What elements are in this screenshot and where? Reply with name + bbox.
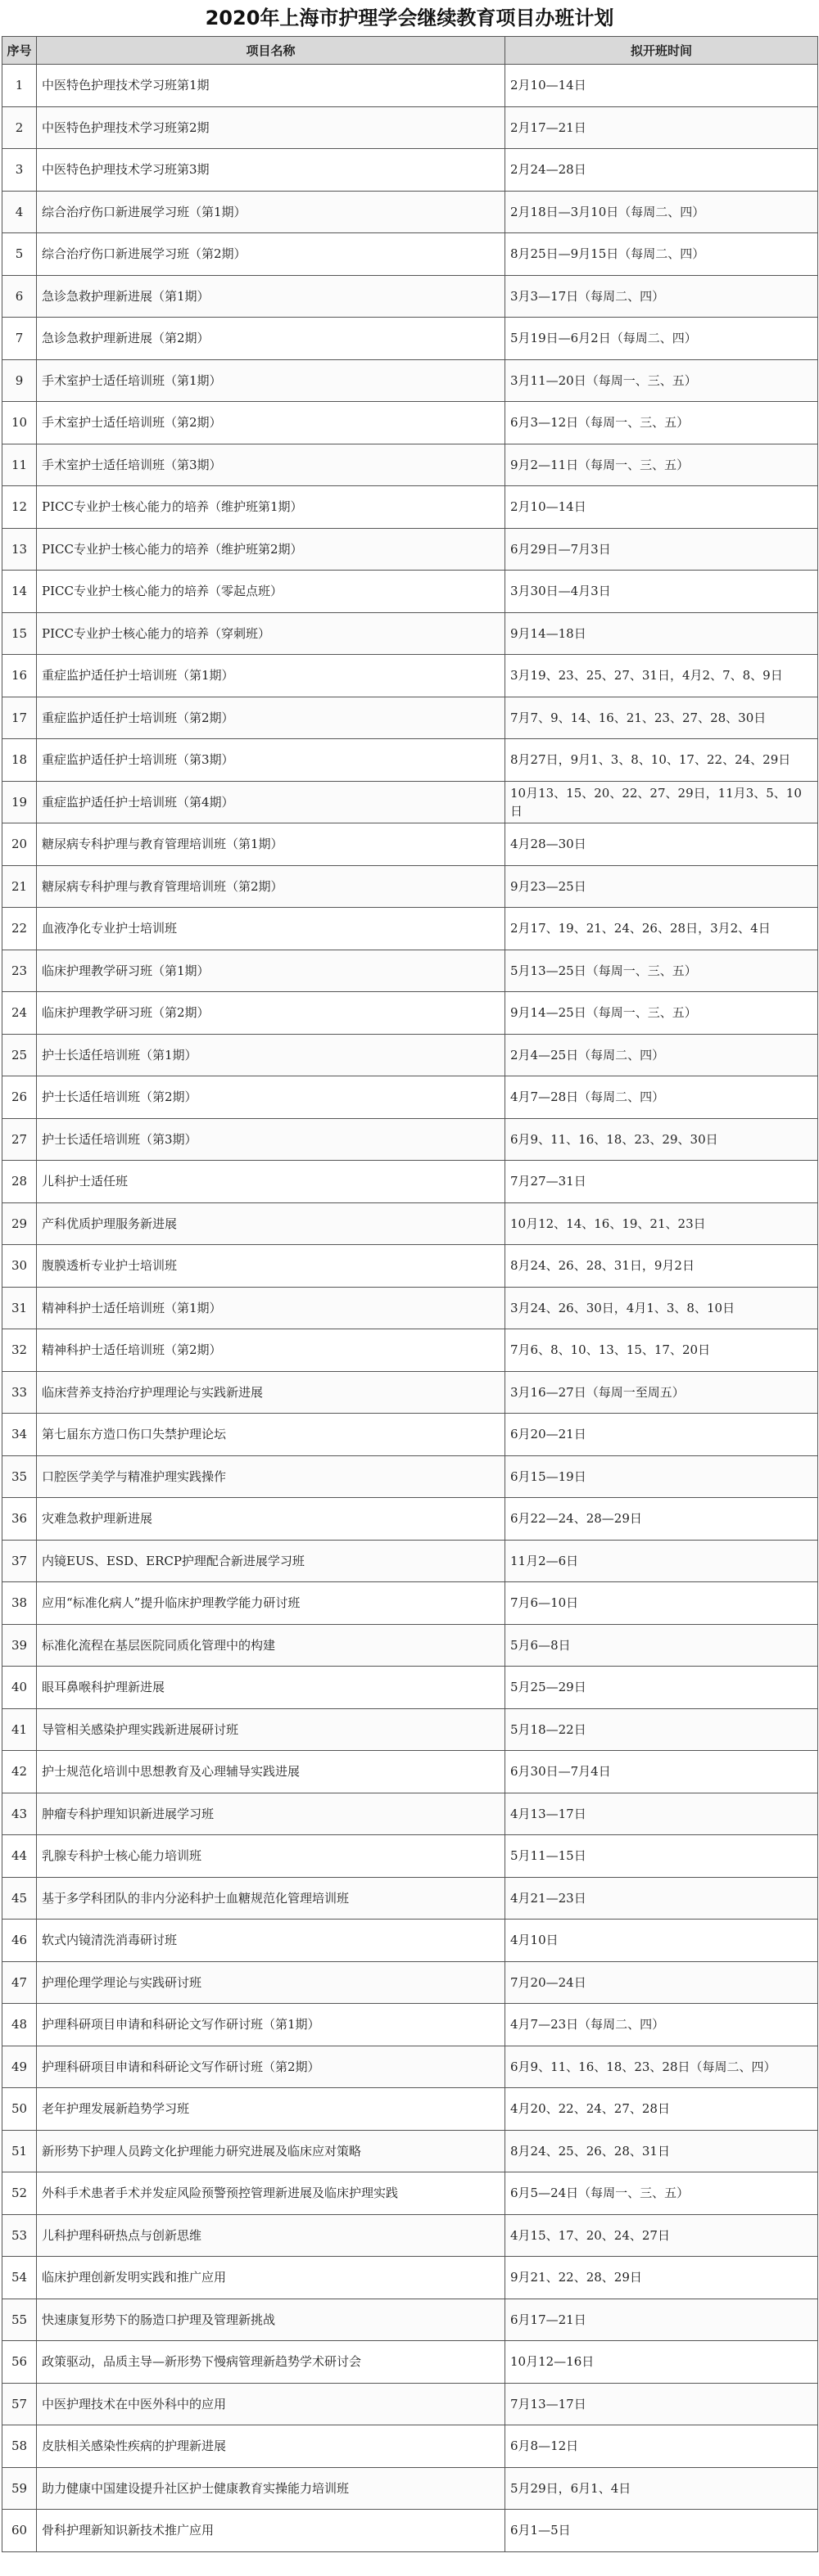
table-row [2, 149, 818, 192]
table-row [2, 1414, 818, 1456]
row-project-name: 急诊急救护理新进展（第2期） [37, 318, 505, 360]
row-number: 17 [2, 697, 37, 739]
row-number: 44 [2, 1835, 37, 1878]
row-start-time: 2月24—28日 [505, 149, 818, 192]
row-start-time: 5月19日—6月2日（每周二、四） [505, 318, 818, 360]
row-number: 38 [2, 1582, 37, 1625]
row-start-time: 10月13、15、20、22、27、29日，11月3、5、10日 [505, 781, 818, 823]
row-start-time: 7月27—31日 [505, 1161, 818, 1203]
row-start-time: 2月17—21日 [505, 106, 818, 149]
row-start-time: 5月25—29日 [505, 1667, 818, 1709]
table-row [2, 1624, 818, 1667]
row-number: 49 [2, 2046, 37, 2088]
header-time: 拟开班时间 [505, 37, 818, 65]
row-start-time: 6月30日—7月4日 [505, 1751, 818, 1793]
row-project-name: 护理科研项目申请和科研论文写作研讨班（第2期） [37, 2046, 505, 2088]
row-number: 26 [2, 1076, 37, 1119]
row-number: 19 [2, 781, 37, 823]
row-project-name: 快速康复形势下的肠造口护理及管理新挑战 [37, 2299, 505, 2341]
row-number: 60 [2, 2510, 37, 2552]
row-project-name: 急诊急救护理新进展（第1期） [37, 275, 505, 318]
table-row [2, 2257, 818, 2299]
row-number: 3 [2, 149, 37, 192]
row-number: 57 [2, 2383, 37, 2425]
table-row [2, 2046, 818, 2088]
row-project-name: 血液净化专业护士培训班 [37, 908, 505, 950]
row-start-time: 4月28—30日 [505, 823, 818, 866]
row-project-name: 糖尿病专科护理与教育管理培训班（第1期） [37, 823, 505, 866]
table-row [2, 528, 818, 571]
row-start-time: 3月24、26、30日，4月1、3、8、10日 [505, 1287, 818, 1329]
table-row [2, 950, 818, 992]
row-number: 35 [2, 1455, 37, 1498]
table-row [2, 2214, 818, 2257]
row-project-name: 软式内镜清洗消毒研讨班 [37, 1920, 505, 1962]
table-body [2, 65, 818, 2552]
row-number: 36 [2, 1498, 37, 1541]
row-project-name: 护士长适任培训班（第3期） [37, 1118, 505, 1161]
row-start-time: 8月24、25、26、28、31日 [505, 2130, 818, 2172]
row-project-name: 中医特色护理技术学习班第3期 [37, 149, 505, 192]
table-row [2, 275, 818, 318]
row-project-name: 综合治疗伤口新进展学习班（第1期） [37, 191, 505, 233]
row-project-name: 外科手术患者手术并发症风险预警预控管理新进展及临床护理实践 [37, 2172, 505, 2215]
row-number: 20 [2, 823, 37, 866]
row-project-name: 重症监护适任护士培训班（第3期） [37, 739, 505, 782]
table-row [2, 233, 818, 276]
row-project-name: 手术室护士适任培训班（第3期） [37, 444, 505, 486]
row-number: 50 [2, 2088, 37, 2131]
table-row [2, 1161, 818, 1203]
table-row [2, 318, 818, 360]
row-start-time: 10月12—16日 [505, 2341, 818, 2384]
row-number: 39 [2, 1624, 37, 1667]
row-number: 40 [2, 1667, 37, 1709]
row-number: 29 [2, 1202, 37, 1245]
row-project-name: 腹膜透析专业护士培训班 [37, 1245, 505, 1288]
row-project-name: 重症监护适任护士培训班（第1期） [37, 655, 505, 697]
row-number: 11 [2, 444, 37, 486]
table-row [2, 1202, 818, 1245]
row-start-time: 9月14—25日（每周一、三、五） [505, 992, 818, 1035]
table-row [2, 1245, 818, 1288]
row-start-time: 8月24、26、28、31日，9月2日 [505, 1245, 818, 1288]
row-start-time: 5月13—25日（每周一、三、五） [505, 950, 818, 992]
row-number: 7 [2, 318, 37, 360]
table-row [2, 1540, 818, 1582]
row-number: 18 [2, 739, 37, 782]
row-project-name: 护理伦理学理论与实践研讨班 [37, 1961, 505, 2004]
row-project-name: 眼耳鼻喉科护理新进展 [37, 1667, 505, 1709]
table-row [2, 1835, 818, 1878]
row-project-name: 护士规范化培训中思想教育及心理辅导实践进展 [37, 1751, 505, 1793]
row-start-time: 2月10—14日 [505, 486, 818, 529]
row-start-time: 7月7、9、14、16、21、23、27、28、30日 [505, 697, 818, 739]
row-number: 6 [2, 275, 37, 318]
row-start-time: 3月3—17日（每周二、四） [505, 275, 818, 318]
row-project-name: 老年护理发展新趋势学习班 [37, 2088, 505, 2131]
table-row [2, 1371, 818, 1414]
row-number: 23 [2, 950, 37, 992]
table-row [2, 2341, 818, 2384]
row-project-name: 手术室护士适任培训班（第1期） [37, 359, 505, 402]
row-start-time: 6月29日—7月3日 [505, 528, 818, 571]
row-project-name: 综合治疗伤口新进展学习班（第2期） [37, 233, 505, 276]
row-project-name: 基于多学科团队的非内分泌科护士血糖规范化管理培训班 [37, 1877, 505, 1920]
row-project-name: 中医护理技术在中医外科中的应用 [37, 2383, 505, 2425]
row-project-name: 导管相关感染护理实践新进展研讨班 [37, 1708, 505, 1751]
row-number: 4 [2, 191, 37, 233]
row-start-time: 4月7—23日（每周二、四） [505, 2004, 818, 2046]
row-number: 43 [2, 1793, 37, 1835]
row-number: 41 [2, 1708, 37, 1751]
row-start-time: 6月9、11、16、18、23、28日（每周二、四） [505, 2046, 818, 2088]
row-start-time: 6月3—12日（每周一、三、五） [505, 402, 818, 444]
row-number: 27 [2, 1118, 37, 1161]
table-row [2, 1708, 818, 1751]
row-number: 54 [2, 2257, 37, 2299]
table-row [2, 697, 818, 739]
row-number: 48 [2, 2004, 37, 2046]
row-number: 53 [2, 2214, 37, 2257]
row-number: 37 [2, 1540, 37, 1582]
table-row [2, 2467, 818, 2510]
row-project-name: 临床护理创新发明实践和推广应用 [37, 2257, 505, 2299]
row-start-time: 4月15、17、20、24、27日 [505, 2214, 818, 2257]
table-row [2, 1455, 818, 1498]
row-number: 51 [2, 2130, 37, 2172]
row-project-name: 标准化流程在基层医院同质化管理中的构建 [37, 1624, 505, 1667]
row-start-time: 6月22—24、28—29日 [505, 1498, 818, 1541]
table-row [2, 191, 818, 233]
row-project-name: 精神科护士适任培训班（第2期） [37, 1329, 505, 1372]
row-number: 42 [2, 1751, 37, 1793]
table-row [2, 571, 818, 613]
row-project-name: 皮肤相关感染性疾病的护理新进展 [37, 2425, 505, 2468]
row-start-time: 5月6—8日 [505, 1624, 818, 1667]
table-row [2, 2299, 818, 2341]
table-row [2, 992, 818, 1035]
row-number: 33 [2, 1371, 37, 1414]
table-row [2, 655, 818, 697]
row-start-time: 6月15—19日 [505, 1455, 818, 1498]
row-start-time: 6月17—21日 [505, 2299, 818, 2341]
row-number: 45 [2, 1877, 37, 1920]
row-number: 32 [2, 1329, 37, 1372]
row-start-time: 2月17、19、21、24、26、28日，3月2、4日 [505, 908, 818, 950]
row-start-time: 6月5—24日（每周一、三、五） [505, 2172, 818, 2215]
row-start-time: 7月20—24日 [505, 1961, 818, 2004]
table-row [2, 106, 818, 149]
row-project-name: 灾难急救护理新进展 [37, 1498, 505, 1541]
row-number: 58 [2, 2425, 37, 2468]
table-row [2, 1034, 818, 1076]
table-row [2, 1961, 818, 2004]
row-project-name: 手术室护士适任培训班（第2期） [37, 402, 505, 444]
table-row [2, 359, 818, 402]
row-project-name: 肿瘤专科护理知识新进展学习班 [37, 1793, 505, 1835]
row-project-name: 第七届东方造口伤口失禁护理论坛 [37, 1414, 505, 1456]
row-project-name: 中医特色护理技术学习班第1期 [37, 65, 505, 107]
row-number: 47 [2, 1961, 37, 2004]
row-start-time: 5月29日，6月1、4日 [505, 2467, 818, 2510]
row-start-time: 3月19、23、25、27、31日，4月2、7、8、9日 [505, 655, 818, 697]
table-row [2, 2130, 818, 2172]
table-header-row [2, 37, 818, 65]
row-project-name: 护士长适任培训班（第2期） [37, 1076, 505, 1119]
table-row [2, 612, 818, 655]
row-start-time: 6月9、11、16、18、23、29、30日 [505, 1118, 818, 1161]
table-row [2, 486, 818, 529]
row-project-name: 重症监护适任护士培训班（第2期） [37, 697, 505, 739]
row-number: 34 [2, 1414, 37, 1456]
row-start-time: 2月10—14日 [505, 65, 818, 107]
document-title: 2020年上海市护理学会继续教育项目办班计划 [205, 7, 614, 29]
row-start-time: 4月13—17日 [505, 1793, 818, 1835]
row-number: 2 [2, 106, 37, 149]
row-start-time: 2月18日—3月10日（每周二、四） [505, 191, 818, 233]
table-row [2, 1667, 818, 1709]
row-project-name: 临床营养支持治疗护理理论与实践新进展 [37, 1371, 505, 1414]
row-number: 10 [2, 402, 37, 444]
table-row [2, 402, 818, 444]
row-project-name: 儿科护士适任班 [37, 1161, 505, 1203]
table-row [2, 1751, 818, 1793]
row-number: 16 [2, 655, 37, 697]
row-project-name: 新形势下护理人员跨文化护理能力研究进展及临床应对策略 [37, 2130, 505, 2172]
table-row [2, 1118, 818, 1161]
table-row [2, 908, 818, 950]
row-project-name: 精神科护士适任培训班（第1期） [37, 1287, 505, 1329]
row-project-name: 糖尿病专科护理与教育管理培训班（第2期） [37, 865, 505, 908]
row-number: 56 [2, 2341, 37, 2384]
row-number: 14 [2, 571, 37, 613]
row-start-time: 4月7—28日（每周二、四） [505, 1076, 818, 1119]
row-start-time: 3月30日—4月3日 [505, 571, 818, 613]
row-number: 5 [2, 233, 37, 276]
row-number: 31 [2, 1287, 37, 1329]
row-number: 59 [2, 2467, 37, 2510]
row-start-time: 9月14—18日 [505, 612, 818, 655]
row-number: 9 [2, 359, 37, 402]
table-row [2, 739, 818, 782]
row-project-name: 重症监护适任护士培训班（第4期） [37, 781, 505, 823]
row-start-time: 7月6—10日 [505, 1582, 818, 1625]
row-number: 30 [2, 1245, 37, 1288]
row-project-name: 临床护理教学研习班（第1期） [37, 950, 505, 992]
row-number: 1 [2, 65, 37, 107]
table-row [2, 1076, 818, 1119]
table-row [2, 1287, 818, 1329]
row-start-time: 4月20、22、24、27、28日 [505, 2088, 818, 2131]
row-start-time: 9月23—25日 [505, 865, 818, 908]
row-number: 55 [2, 2299, 37, 2341]
row-project-name: 儿科护理科研热点与创新思维 [37, 2214, 505, 2257]
row-number: 13 [2, 528, 37, 571]
row-number: 52 [2, 2172, 37, 2215]
row-start-time: 8月25日—9月15日（每周二、四） [505, 233, 818, 276]
row-project-name: 政策驱动，品质主导—新形势下慢病管理新趋势学术研讨会 [37, 2341, 505, 2384]
row-start-time: 9月2—11日（每周一、三、五） [505, 444, 818, 486]
row-start-time: 6月1—5日 [505, 2510, 818, 2552]
row-project-name: 护理科研项目申请和科研论文写作研讨班（第1期） [37, 2004, 505, 2046]
header-no: 序号 [2, 37, 37, 65]
row-project-name: PICC专业护士核心能力的培养（穿刺班） [37, 612, 505, 655]
row-project-name: 骨科护理新知识新技术推广应用 [37, 2510, 505, 2552]
row-project-name: PICC专业护士核心能力的培养（零起点班） [37, 571, 505, 613]
row-start-time: 2月4—25日（每周二、四） [505, 1034, 818, 1076]
row-project-name: 产科优质护理服务新进展 [37, 1202, 505, 1245]
table-row [2, 781, 818, 823]
row-project-name: 临床护理教学研习班（第2期） [37, 992, 505, 1035]
row-number: 21 [2, 865, 37, 908]
table-row [2, 1920, 818, 1962]
row-start-time: 11月2—6日 [505, 1540, 818, 1582]
row-number: 22 [2, 908, 37, 950]
table-row [2, 1498, 818, 1541]
table-row [2, 65, 818, 107]
row-start-time: 6月8—12日 [505, 2425, 818, 2468]
table-row [2, 1793, 818, 1835]
header-name: 项目名称 [37, 37, 505, 65]
table-row [2, 1877, 818, 1920]
row-number: 15 [2, 612, 37, 655]
row-start-time: 7月13—17日 [505, 2383, 818, 2425]
row-project-name: 口腔医学美学与精准护理实践操作 [37, 1455, 505, 1498]
row-number: 24 [2, 992, 37, 1035]
table-row [2, 2088, 818, 2131]
row-project-name: 乳腺专科护士核心能力培训班 [37, 1835, 505, 1878]
table-row [2, 865, 818, 908]
row-start-time: 4月21—23日 [505, 1877, 818, 1920]
row-start-time: 6月20—21日 [505, 1414, 818, 1456]
row-project-name: PICC专业护士核心能力的培养（维护班第1期） [37, 486, 505, 529]
table-row [2, 823, 818, 866]
row-start-time: 8月27日，9月1、3、8、10、17、22、24、29日 [505, 739, 818, 782]
table-row [2, 1582, 818, 1625]
row-start-time: 7月6、8、10、13、15、17、20日 [505, 1329, 818, 1372]
row-start-time: 3月11—20日（每周一、三、五） [505, 359, 818, 402]
row-start-time: 5月18—22日 [505, 1708, 818, 1751]
row-project-name: 护士长适任培训班（第1期） [37, 1034, 505, 1076]
row-project-name: 助力健康中国建设提升社区护士健康教育实操能力培训班 [37, 2467, 505, 2510]
table-row [2, 2425, 818, 2468]
row-start-time: 10月12、14、16、19、21、23日 [505, 1202, 818, 1245]
row-number: 46 [2, 1920, 37, 1962]
table-row [2, 2383, 818, 2425]
row-number: 28 [2, 1161, 37, 1203]
row-project-name: 内镜EUS、ESD、ERCP护理配合新进展学习班 [37, 1540, 505, 1582]
row-start-time: 9月21、22、28、29日 [505, 2257, 818, 2299]
row-start-time: 3月16—27日（每周一至周五） [505, 1371, 818, 1414]
row-start-time: 4月10日 [505, 1920, 818, 1962]
table-row [2, 444, 818, 486]
row-project-name: 中医特色护理技术学习班第2期 [37, 106, 505, 149]
row-project-name: PICC专业护士核心能力的培养（维护班第2期） [37, 528, 505, 571]
table-row [2, 2004, 818, 2046]
table-row [2, 2172, 818, 2215]
table-row [2, 2510, 818, 2552]
table-row [2, 1329, 818, 1372]
row-start-time: 5月11—15日 [505, 1835, 818, 1878]
row-number: 25 [2, 1034, 37, 1076]
row-number: 12 [2, 486, 37, 529]
training-schedule-table [2, 36, 818, 2552]
row-project-name: 应用“标准化病人”提升临床护理教学能力研讨班 [37, 1582, 505, 1625]
